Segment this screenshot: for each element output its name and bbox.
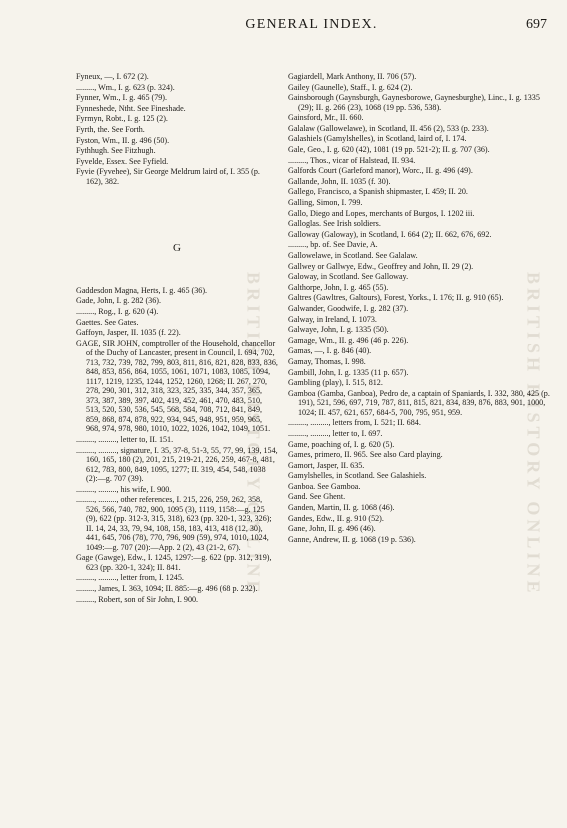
index-entry: Gallande, John, II. 1035 (f. 30).	[288, 176, 391, 186]
index-entry: Galashiels (Gamylshelles), in Scotland, laird of, I. 174.	[288, 134, 467, 144]
index-entry: Gallo, Diego and Lopes, merchants of Burgos, I. 1202 iii.	[288, 208, 475, 218]
index-entry: Gallwey or Gallwye, Edw., Geoffrey and John, II. 29 (2).	[288, 261, 474, 271]
index-entry: ........., ........., other references, I. 215, 226, 259, 262, 358, 526, 566, 740, 782, 900, 1095 (3), 1119, 1158:—g. 125 (9), 622 (pp. 312-3, 315, 318), 623 (pp. 320-1, 323, 326); II. 14, 24, 33, 79, 94, 108, 158, 183, 413, 418 (12, 30), 441, 645, 706 (78), 770, 796, 909 (59), 974, 1010, 1024, 1049:—g. 707 (20):—App. 2 (2), 43 (21-2, 67).	[76, 495, 272, 552]
left-bottom-entries	[76, 286, 278, 604]
left-top-entries	[76, 72, 278, 186]
watermark-right: BRITISH HISTORY ONLINE	[523, 271, 544, 597]
index-entry: Gane, John, II. g. 496 (46).	[288, 524, 376, 534]
index-entry: Galthorpe, John, I. g. 465 (55).	[288, 282, 389, 292]
right-column	[288, 72, 550, 545]
index-entry: Galwander, Goodwife, I. g. 282 (37).	[288, 303, 409, 313]
index-entry: Gainsford, Mr., II. 660.	[288, 113, 364, 123]
index-entry: Gaddesdon Magna, Herts, I. g. 465 (36).	[76, 285, 208, 295]
index-entry: Ganne, Andrew, II. g. 1068 (19 p. 536).	[288, 534, 416, 544]
index-entry: Galway, in Ireland, I. 1073.	[288, 314, 377, 324]
index-entry: Gaffoyn, Jasper, II. 1035 (f. 22).	[76, 328, 181, 338]
index-entry: Galloway (Galoway), in Scotland, I. 664 (2); II. 662, 676, 692.	[288, 229, 492, 239]
index-entry: Game, poaching of, I. g. 620 (5).	[288, 439, 395, 449]
index-entry: Ganboa. See Gamboa.	[288, 481, 361, 491]
index-entry: Galling, Simon, I. 799.	[288, 198, 363, 208]
index-entry: Gagiardell, Mark Anthony, II. 706 (57).	[288, 72, 417, 81]
index-entry: Gambill, John, I. g. 1335 (11 p. 657).	[288, 367, 409, 377]
left-column	[76, 72, 278, 605]
page-number: 697	[526, 17, 547, 32]
index-entry: Gailey (Gaunelle), Staff., I. g. 624 (2).	[288, 82, 413, 92]
index-entry: Fyvelde, Essex. See Fyfield.	[76, 156, 169, 166]
index-entry: ........., ........., his wife, I. 900.	[76, 484, 172, 494]
running-title: GENERAL INDEX.	[245, 17, 378, 32]
index-entry: ........., Thos., vicar of Halstead, II. 934.	[288, 155, 416, 165]
section-letter: G	[173, 242, 181, 255]
index-entry: ........., ........., signature, I. 35, 37-8, 51-3, 55, 77, 99, 139, 154, 160, 165, 180 (2), 201, 215, 219-21, 226, 259, 467-8, 481, 612, 783, 800, 849, 1095, 1277; II. 319, 454, 548, 1038 (2):—g. 707 (39).	[76, 445, 278, 483]
index-entry: ........., ........., letter from, I. 1245.	[76, 573, 184, 583]
index-entry: Fyvie (Fyvehee), Sir George Meldrum laird of, I. 355 (p. 162), 382.	[76, 167, 260, 186]
index-entry: Gamort, Jasper, II. 635.	[288, 460, 365, 470]
index-entry: Galalaw (Gallowelawe), in Scotland, II. 456 (2), 533 (p. 233).	[288, 123, 489, 133]
index-entry: ........., Robert, son of Sir John, I. 900.	[76, 594, 199, 604]
index-entry: Gamay, Thomas, I. 998.	[288, 356, 366, 366]
watermark-left: BRITISH HISTORY ONLINE	[243, 271, 264, 597]
index-entry: Fyrth, the. See Forth.	[76, 124, 145, 134]
index-entry: Fyston, Wm., II. g. 496 (50).	[76, 135, 170, 145]
index-entry: GAGE, SIR JOHN, comptroller of the Household, chancellor of the Duchy of Lancaster, present in Council, I. 694, 702, 713, 732, 739, 782, 799, 803, 811, 816, 821, 828, 833, 836, 848, 853, 856, 864, 1055, 1061, 1071, 1083, 1085, 1094, 1117, 1219, 1235, 1244, 1252, 1260, 1268; II. 267, 270, 278, 290, 301, 312, 318, 323, 325, 335, 344, 357, 365, 373, 387, 389, 397, 402, 419, 452, 461, 470, 483, 510, 513, 520, 530, 536, 545, 568, 584, 708, 712, 841, 849, 859, 868, 874, 878, 922, 934, 945, 948, 951, 959, 965, 968, 974, 978, 980, 1010, 1022, 1026, 1042, 1049, 1051.	[76, 338, 278, 434]
index-entry: Galtres (Gawltres, Galtours), Forest, Yorks., I. 176; II. g. 910 (65).	[288, 293, 504, 303]
index-entry: Gallego, Francisco, a Spanish shipmaster, I. 459; II. 20.	[288, 187, 468, 197]
index-entry: Fyneux, —, I. 672 (2).	[76, 72, 149, 81]
index-entry: Gamage, Wm., II. g. 496 (46 p. 226).	[288, 335, 409, 345]
index-entry: ........., Wm., I. g. 623 (p. 324).	[76, 82, 175, 92]
index-entry: Fynneshede, Ntht. See Fineshade.	[76, 103, 186, 113]
page-header	[76, 17, 547, 35]
index-entry: Fythhugh. See Fitzhugh.	[76, 146, 156, 156]
index-entry: Gamylshelles, in Scotland. See Galashiels.	[288, 471, 427, 481]
index-entry: Gaettes. See Gates.	[76, 317, 139, 327]
index-entry: Fyrmyn, Robt., I. g. 125 (2).	[76, 114, 168, 124]
index-entry: Fynner, Wm., I. g. 465 (79).	[76, 93, 168, 103]
index-entry: ........., ........., letter to, I. 697.	[288, 428, 383, 438]
index-entry: Gamas, —, I. g. 846 (40).	[288, 346, 372, 356]
index-entry: ........., Rog., I. g. 620 (4).	[76, 307, 159, 317]
index-entry: Galwaye, John, I. g. 1335 (50).	[288, 325, 389, 335]
index-entry: Gale, Geo., I. g. 620 (42), 1081 (19 pp. 521-2); II. g. 707 (36).	[288, 145, 490, 155]
index-entry: ........., ........., letter to, II. 151.	[76, 434, 174, 444]
index-entry: Gand. See Ghent.	[288, 492, 346, 502]
index-entry: Gamboa (Gamba, Ganboa), Pedro de, a captain of Spaniards, I. 332, 380, 425 (p. 191), 521, 596, 697, 719, 787, 811, 815, 821, 834, 839, 876, 883, 901, 1000, 1024; II. 457, 621, 657, 684-5, 700, 795, 951, 959.	[288, 388, 550, 417]
index-entry: Gallowelawe, in Scotland. See Galalaw.	[288, 251, 418, 260]
index-entry: Gage (Gawge), Edw., I. 1245, 1297:—g. 622 (pp. 312, 319), 623 (pp. 320-1, 324); II. 841.	[76, 553, 272, 572]
index-entry: Games, primero, II. 965. See also Card playing.	[288, 450, 443, 460]
index-entry: Galoway, in Scotland. See Galloway.	[288, 272, 409, 282]
index-entry: Gade, John, I. g. 282 (36).	[76, 296, 161, 306]
index-entry: Galfords Court (Garleford manor), Worc., II. g. 496 (49).	[288, 166, 473, 176]
index-entry: Gambling (play), I. 515, 812.	[288, 378, 383, 388]
index-entry: Gandes, Edw., II. g. 910 (52).	[288, 513, 384, 523]
index-entry: ........., James, I. 363, 1094; II. 885:—g. 496 (68 p. 232).	[76, 583, 258, 593]
index-entry: ........., bp. of. See Davie, A.	[288, 240, 378, 250]
index-entry: Galloglas. See Irish soldiers.	[288, 219, 381, 229]
index-entry: Ganden, Martin, II. g. 1068 (46).	[288, 503, 395, 513]
index-entry: Gainsborough (Gaynsburgh, Gaynesborowe, Gaynesburghe), Linc., I. g. 1335 (29); II. g. 266 (23), 1068 (19 pp. 536, 538).	[288, 93, 540, 112]
index-entry: ........., ........., letters from, I. 521; II. 684.	[288, 418, 421, 428]
